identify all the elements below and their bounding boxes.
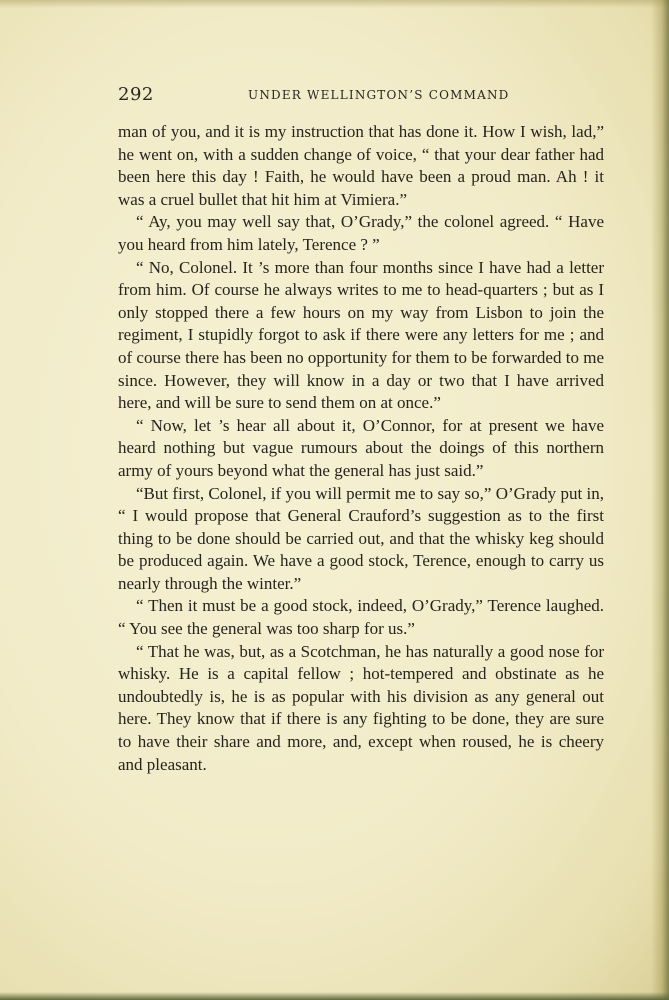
paragraph: “ That he was, but, as a Scotchman, he has naturally a good nose for whisky. He is a capital fellow ; hot-tempered and obstinate as he undoubtedly is, he is as popular with his division as any general out here. They know that if there is any fighting to be done, they are sure to have their share and more, and, except when roused, he is cheery and pleasant.	[118, 641, 604, 774]
page-bottom-edge	[0, 992, 669, 1000]
paragraph: “ Ay, you may well say that, O’Grady,” the colonel agreed. “ Have you heard from him lately, Terence ? ”	[118, 212, 604, 254]
paragraph: “ No, Colonel. It ’s more than four months since I have had a letter from him. Of course he always writes to me to head-quarters ; but as I only stopped there a few hours on my way from Lisbon to join the regiment, I stupidly forgot to ask if there were any letters for me ; and of course there has been no opportunity for them to be forwarded to me since. However, they will know in a day or two that I have arrived here, and will be sure to send them on at once.”	[118, 257, 604, 413]
running-title: UNDER WELLINGTON’S COMMAND	[248, 88, 510, 102]
page-header	[118, 84, 604, 110]
page-top-shadow	[0, 0, 669, 8]
paragraph: “ Then it must be a good stock, indeed, O’Grady,” Terence laughed. “ You see the general was too sharp for us.”	[118, 596, 604, 639]
page-edge-shadow	[651, 0, 669, 1000]
paragraph: “ Now, let ’s hear all about it, O’Connor, for at present we have heard nothing but vague rumours about the doings of this northern army of yours beyond what the general has just said.”	[118, 415, 604, 480]
paragraph: man of you, and it is my instruction that has done it. How I wish, lad,” he went on, with a sudden change of voice, “ that your dear father had been here this day ! Faith, he would have been a proud man. Ah ! it was a cruel bullet that hit him at Vimiera.”	[118, 122, 604, 209]
page-number: 292	[118, 84, 154, 105]
body-text	[118, 121, 604, 776]
paragraph: “But first, Colonel, if you will permit me to say so,” O’Grady put in, “ I would propose that General Crauford’s suggestion as to the first thing to be done should be carried out, and that the whisky keg should be produced again. We have a good stock, Terence, enough to carry us nearly through the winter.”	[118, 483, 604, 593]
